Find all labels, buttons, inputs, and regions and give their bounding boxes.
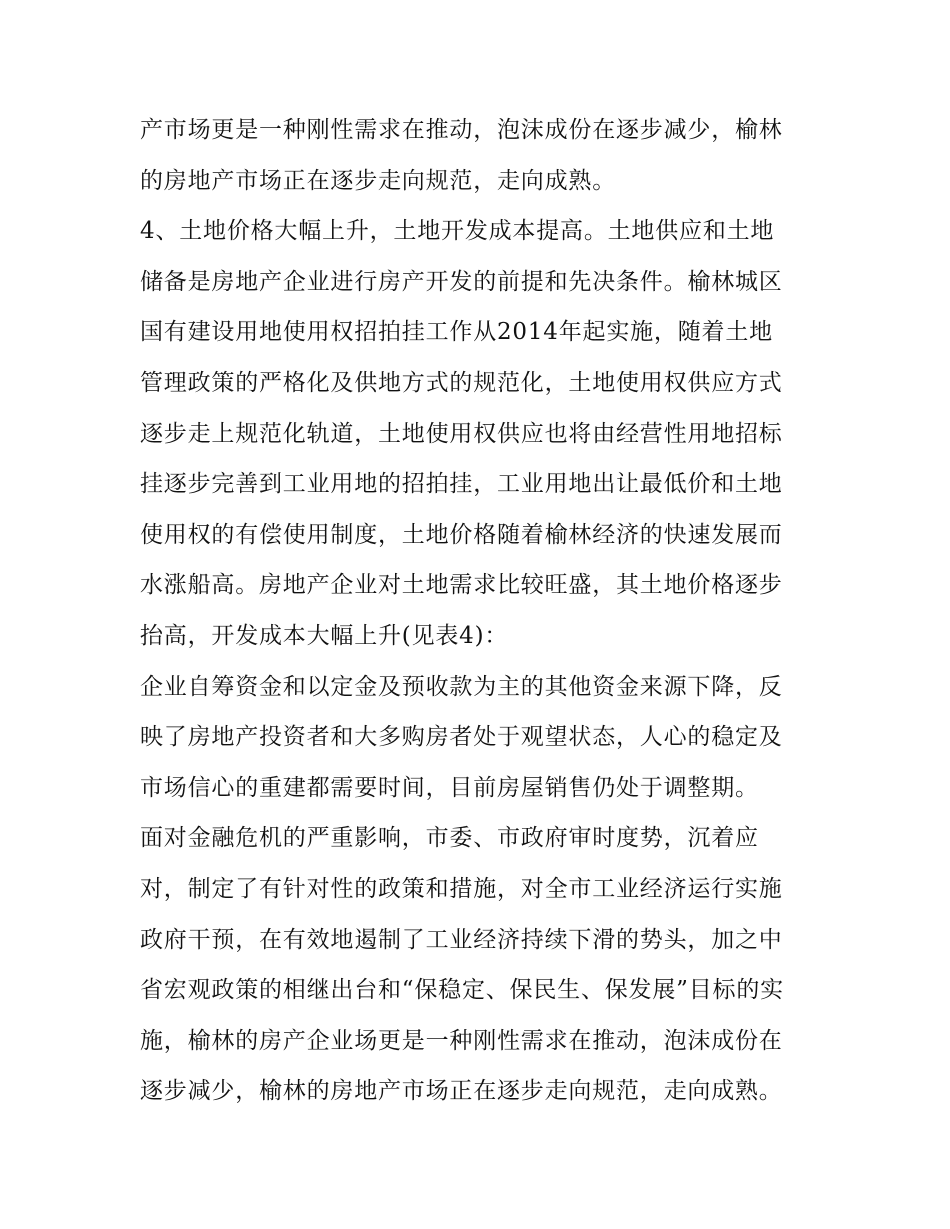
- text-line: 对，制定了有针对性的政策和措施，对全市工业经济运行实施: [140, 875, 783, 902]
- text-line: 逐步走上规范化轨道，土地使用权供应也将由经营性用地招标: [140, 420, 783, 447]
- body-text: [140, 105, 830, 1117]
- text-line: 施，榆林的房产企业场更是一种刚性需求在推动，泡沫成份在: [140, 1027, 783, 1054]
- text-line: 省宏观政策的相继出台和“保稳定、保民生、保发展”目标的实: [140, 977, 784, 1004]
- text-line: 企业自筹资金和以定金及预收款为主的其他资金来源下降，反: [140, 673, 783, 700]
- text-line: 面对金融危机的严重影响，市委、市政府审时度势，沉着应: [140, 825, 759, 852]
- text-line: 抬高，开发成本大幅上升(见表4)：: [140, 622, 509, 649]
- text-line: 使用权的有偿使用制度，土地价格随着榆林经济的快速发展而: [140, 521, 783, 548]
- text-line: 挂逐步完善到工业用地的招拍挂，工业用地出让最低价和土地: [140, 471, 783, 498]
- text-line: 4、土地价格大幅上升，土地开发成本提高。土地供应和土地: [140, 218, 775, 245]
- text-line: 水涨船高。房地产企业对土地需求比较旺盛，其土地价格逐步: [140, 572, 783, 599]
- text-line: 产市场更是一种刚性需求在推动，泡沫成份在逐步减少，榆林: [140, 117, 783, 143]
- text-line: 政府干预，在有效地遏制了工业经济持续下滑的势头，加之中: [140, 926, 783, 953]
- text-line: 映了房地产投资者和大多购房者处于观望状态，人心的稳定及: [140, 724, 783, 751]
- text-line: 国有建设用地使用权招拍挂工作从2014年起实施，随着土地: [140, 319, 773, 346]
- text-line: 储备是房地产企业进行房产开发的前提和先决条件。榆林城区: [140, 268, 783, 295]
- text-line: 管理政策的严格化及供地方式的规范化，土地使用权供应方式: [140, 369, 783, 396]
- text-line: 的房地产市场正在逐步走向规范，走向成熟。: [140, 167, 616, 194]
- text-line: 逐步减少，榆林的房地产市场正在逐步走向规范，走向成熟。: [140, 1078, 783, 1105]
- text-line: 市场信心的重建都需要时间，目前房屋销售仍处于调整期。: [140, 774, 759, 801]
